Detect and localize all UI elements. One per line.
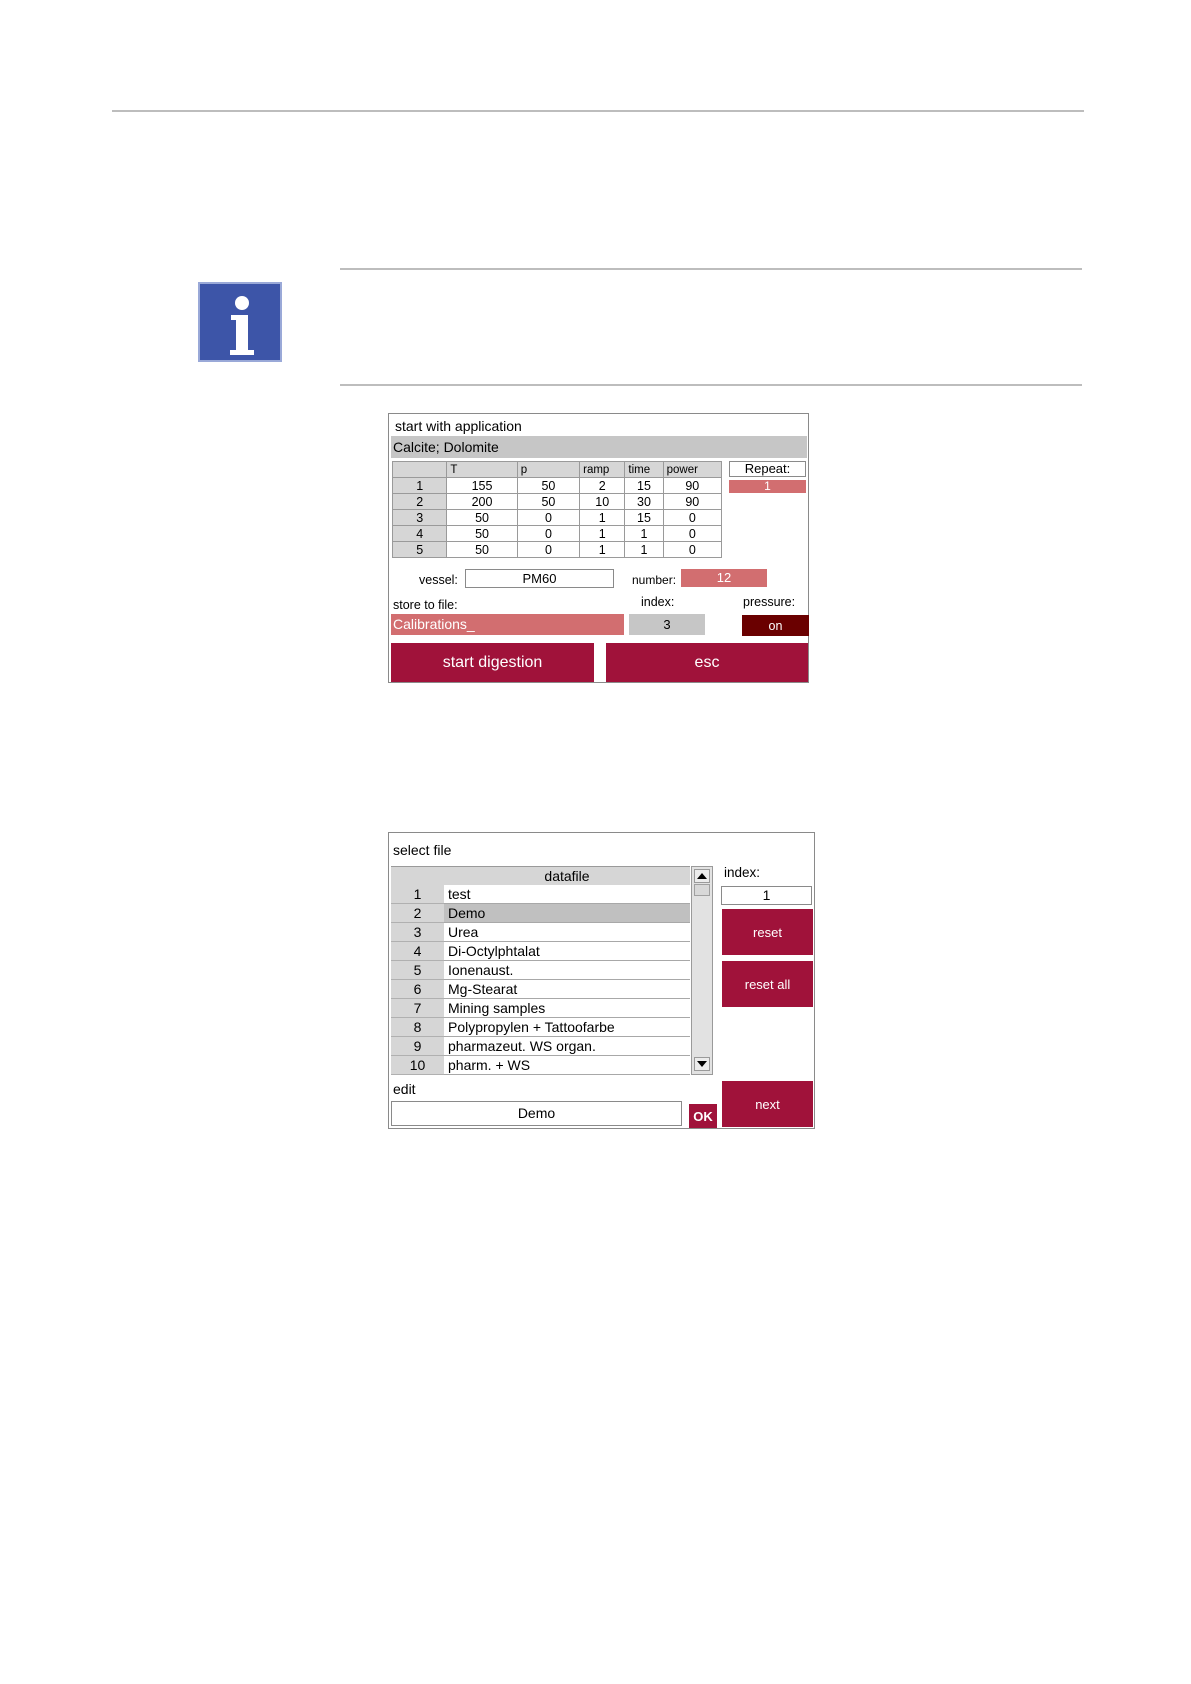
cell-p[interactable]: 50 <box>517 478 579 494</box>
list-item-number: 10 <box>391 1056 444 1075</box>
arrow-down-icon[interactable] <box>694 1057 710 1071</box>
program-table-header <box>393 462 722 478</box>
list-item-name[interactable]: Polypropylen + Tattoofarbe <box>444 1018 690 1037</box>
program-step-row[interactable] <box>393 478 722 494</box>
program-step-row[interactable] <box>393 510 722 526</box>
datafile-header-rownum <box>391 866 444 885</box>
select-file-screen <box>388 832 815 1129</box>
index-label: index: <box>724 865 761 880</box>
vessel-field[interactable]: PM60 <box>465 569 614 588</box>
col-header-T: T <box>447 462 517 478</box>
list-item-number: 7 <box>391 999 444 1018</box>
ok-button[interactable]: OK <box>689 1104 717 1128</box>
list-item-number: 2 <box>391 904 444 923</box>
list-item-name[interactable]: Mining samples <box>444 999 690 1018</box>
file-list <box>391 885 691 1075</box>
list-item-name[interactable]: Mg-Stearat <box>444 980 690 999</box>
cell-time[interactable]: 1 <box>625 526 663 542</box>
list-item-name[interactable]: pharm. + WS <box>444 1056 690 1075</box>
program-step-row[interactable] <box>393 526 722 542</box>
file-list-scrollbar[interactable] <box>691 866 713 1075</box>
list-item[interactable] <box>391 961 691 980</box>
list-item-number: 5 <box>391 961 444 980</box>
cell-p[interactable]: 0 <box>517 510 579 526</box>
list-item-number: 9 <box>391 1037 444 1056</box>
cell-p[interactable]: 0 <box>517 542 579 558</box>
program-step-row[interactable] <box>393 542 722 558</box>
list-item-selected[interactable] <box>391 904 691 923</box>
cell-time[interactable]: 15 <box>625 478 663 494</box>
list-item[interactable] <box>391 980 691 999</box>
cell-ramp[interactable]: 1 <box>580 510 625 526</box>
number-label: number: <box>632 573 677 587</box>
esc-button[interactable]: esc <box>606 643 808 682</box>
reset-all-button[interactable]: reset all <box>722 961 813 1007</box>
cell-T[interactable]: 50 <box>447 510 517 526</box>
cell-power[interactable]: 90 <box>663 478 721 494</box>
col-header-ramp: ramp <box>580 462 625 478</box>
cell-power[interactable]: 0 <box>663 510 721 526</box>
cell-time[interactable]: 1 <box>625 542 663 558</box>
list-item-name[interactable]: test <box>444 885 690 904</box>
step-number: 4 <box>393 526 447 542</box>
repeat-label: Repeat: <box>729 461 806 477</box>
store-to-file-input[interactable]: Calibrations_ <box>391 614 624 635</box>
list-item-name[interactable]: Ionenaust. <box>444 961 690 980</box>
cell-time[interactable]: 15 <box>625 510 663 526</box>
cell-p[interactable]: 0 <box>517 526 579 542</box>
list-item[interactable] <box>391 923 691 942</box>
cell-time[interactable]: 30 <box>625 494 663 510</box>
datafile-column-header: datafile <box>444 866 690 885</box>
list-item-name[interactable]: Di-Octylphtalat <box>444 942 690 961</box>
list-item-name[interactable]: pharmazeut. WS organ. <box>444 1037 690 1056</box>
index-field[interactable]: 1 <box>721 886 812 905</box>
top-rule <box>112 110 1084 112</box>
cell-ramp[interactable]: 2 <box>580 478 625 494</box>
edit-label: edit <box>393 1081 416 1097</box>
program-table <box>392 461 722 558</box>
pressure-toggle[interactable]: on <box>742 615 809 636</box>
note-rule-bottom <box>340 384 1082 386</box>
store-to-file-label: store to file: <box>393 598 458 612</box>
step-number: 2 <box>393 494 447 510</box>
application-name: Calcite; Dolomite <box>391 436 807 458</box>
list-item-number: 3 <box>391 923 444 942</box>
list-item[interactable] <box>391 1037 691 1056</box>
list-item-number: 1 <box>391 885 444 904</box>
step-number: 3 <box>393 510 447 526</box>
number-field[interactable]: 12 <box>681 569 767 587</box>
note-rule-top <box>340 268 1082 270</box>
repeat-field[interactable]: 1 <box>729 480 806 493</box>
list-item-number: 6 <box>391 980 444 999</box>
list-item-number: 8 <box>391 1018 444 1037</box>
cell-power[interactable]: 0 <box>663 542 721 558</box>
index-field[interactable]: 3 <box>629 614 705 635</box>
col-header-power: power <box>663 462 721 478</box>
scroll-thumb[interactable] <box>694 884 710 896</box>
step-number: 1 <box>393 478 447 494</box>
step-number: 5 <box>393 542 447 558</box>
list-item[interactable] <box>391 999 691 1018</box>
col-header-p: p <box>517 462 579 478</box>
edit-input[interactable]: Demo <box>391 1101 682 1126</box>
cell-p[interactable]: 50 <box>517 494 579 510</box>
screen-title: start with application <box>395 418 522 434</box>
cell-ramp[interactable]: 1 <box>580 526 625 542</box>
col-header-time: time <box>625 462 663 478</box>
list-item[interactable] <box>391 1018 691 1037</box>
list-item-name[interactable]: Demo <box>444 904 690 923</box>
list-item-number: 4 <box>391 942 444 961</box>
info-icon <box>198 282 282 362</box>
pressure-label: pressure: <box>743 595 796 609</box>
cell-power[interactable]: 90 <box>663 494 721 510</box>
list-item-name[interactable]: Urea <box>444 923 690 942</box>
vessel-label: vessel: <box>419 573 458 587</box>
list-item[interactable] <box>391 885 691 904</box>
reset-button[interactable]: reset <box>722 909 813 955</box>
screen-title: select file <box>393 842 452 858</box>
start-digestion-button[interactable]: start digestion <box>391 643 594 682</box>
index-label: index: <box>641 595 675 609</box>
cell-T[interactable]: 50 <box>447 542 517 558</box>
cell-ramp[interactable]: 10 <box>580 494 625 510</box>
cell-T[interactable]: 155 <box>447 478 517 494</box>
arrow-up-icon[interactable] <box>694 869 710 883</box>
program-step-row[interactable] <box>393 494 722 510</box>
start-application-screen <box>388 413 809 683</box>
list-item[interactable] <box>391 1056 691 1075</box>
col-header-index <box>393 462 447 478</box>
cell-power[interactable]: 0 <box>663 526 721 542</box>
cell-T[interactable]: 200 <box>447 494 517 510</box>
cell-T[interactable]: 50 <box>447 526 517 542</box>
next-button[interactable]: next <box>722 1081 813 1127</box>
list-item[interactable] <box>391 942 691 961</box>
cell-ramp[interactable]: 1 <box>580 542 625 558</box>
